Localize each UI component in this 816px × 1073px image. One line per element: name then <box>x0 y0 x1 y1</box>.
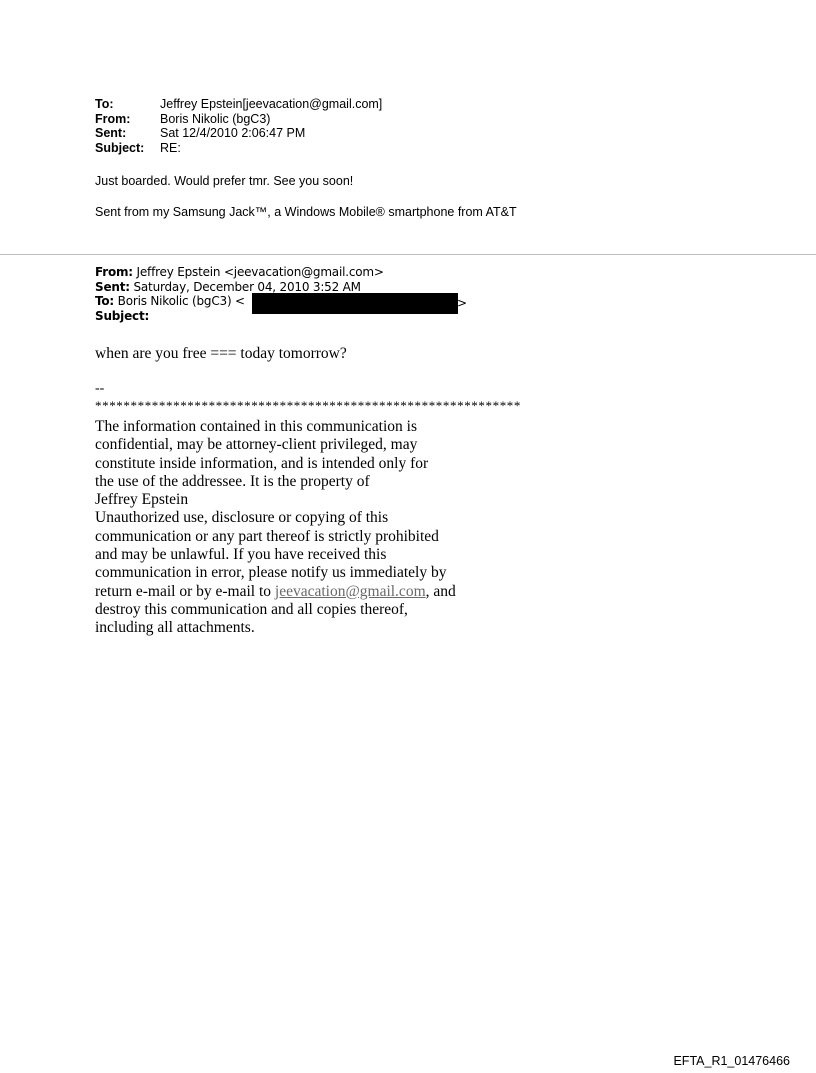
disclaimer-line: the use of the addressee. It is the property of <box>95 472 370 490</box>
header-subject-label: Subject: <box>95 140 145 155</box>
message-divider <box>0 254 816 255</box>
disclaimer-line: confidential, may be attorney-client privileged, may <box>95 436 418 454</box>
header-subject-row <box>95 141 382 156</box>
quoted-from-label: From: <box>95 265 133 279</box>
confidentiality-disclaimer <box>95 418 456 638</box>
disclaimer-line: constitute inside information, and is intended only for <box>95 454 429 472</box>
header-from-label: From: <box>95 111 131 126</box>
header-to-label: To: <box>95 97 114 111</box>
header-sent-row <box>95 126 382 141</box>
quoted-subject-label: Subject: <box>95 308 150 323</box>
disclaimer-line: communication in error, please notify us immediately by <box>95 564 447 582</box>
header-from-value: Boris Nikolic (bgC3) <box>160 111 271 126</box>
email-link[interactable]: jeevacation@gmail.com <box>274 582 426 600</box>
redaction-block <box>252 293 458 314</box>
disclaimer-line: including all attachments. <box>95 619 255 637</box>
signature-dashes: -- <box>95 381 105 396</box>
disclaimer-line: destroy this communication and all copies thereof, <box>95 600 408 618</box>
header-sent-value: Sat 12/4/2010 2:06:47 PM <box>160 126 306 140</box>
quoted-body: when are you free === today tomorrow? <box>95 345 347 362</box>
header-sent-label: Sent: <box>95 126 127 140</box>
disclaimer-line: Unauthorized use, disclosure or copying of this <box>95 509 389 527</box>
document-id: EFTA_R1_01476466 <box>673 1054 790 1068</box>
message-body: Just boarded. Would prefer tmr. See you soon! <box>95 174 354 188</box>
disclaimer-line: Jeffrey Epstein <box>95 491 189 509</box>
quoted-sent-row <box>95 280 384 295</box>
quoted-to-label: To: <box>95 294 115 308</box>
disclaimer-return-line <box>95 583 456 601</box>
quoted-to-value: Boris Nikolic (bgC3) < <box>114 294 245 308</box>
signature-stars: ************************************************************ <box>95 398 521 413</box>
return-prefix: return e-mail or by e-mail to <box>95 582 275 600</box>
header-subject-value: RE: <box>160 140 181 155</box>
quoted-sent-label: Sent: <box>95 279 130 294</box>
disclaimer-line: communication or any part thereof is strictly prohibited <box>95 527 439 545</box>
disclaimer-line: and may be unlawful. If you have received this <box>95 546 387 564</box>
quoted-sent-value: Saturday, December 04, 2010 3:52 AM <box>129 279 361 294</box>
quoted-from-row <box>95 265 384 280</box>
quoted-from-value: Jeffrey Epstein <jeevacation@gmail.com> <box>132 265 384 279</box>
header-to-value: Jeffrey Epstein[jeevacation@gmail.com] <box>160 97 383 111</box>
quoted-to-close: > <box>457 296 468 310</box>
email-header <box>95 97 382 155</box>
return-suffix: , and <box>425 582 456 600</box>
header-from-row <box>95 112 382 127</box>
header-to-row <box>95 97 382 112</box>
disclaimer-line: The information contained in this communication is <box>95 418 417 435</box>
mobile-signature: Sent from my Samsung Jack™, a Windows Mobile® smartphone from AT&T <box>95 205 517 219</box>
